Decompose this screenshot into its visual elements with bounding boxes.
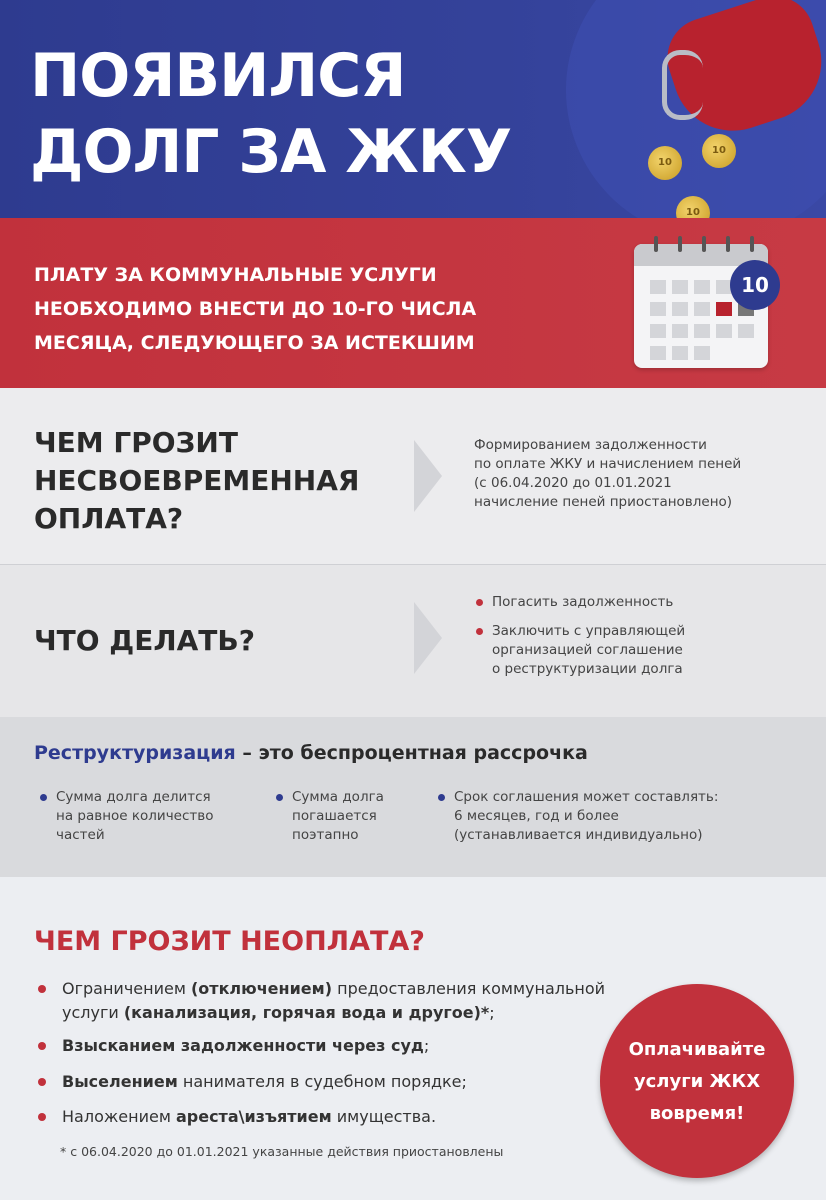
coin-icon: 10 (676, 196, 710, 230)
list-item: Наложением ареста\изъятием имущества. (38, 1105, 436, 1129)
list-item: Сумма долга погашается поэтапно (276, 788, 384, 845)
restructuring-term: Реструктуризация (34, 742, 236, 764)
list-item: Ограничением (отключением) предоставления коммунальной услуги (канализация, горячая вода и другое)*; (38, 977, 642, 1025)
restructuring-heading (34, 742, 588, 764)
restructuring-definition: – это беспроцентная рассрочка (235, 742, 588, 764)
list-item: Погасить задолженность (476, 593, 673, 612)
nonpayment-heading: ЧЕМ ГРОЗИТ НЕОПЛАТА? (34, 926, 425, 957)
notice-line-3: МЕСЯЦА, СЛЕДУЮЩЕГО ЗА ИСТЕКШИМ (34, 332, 475, 354)
coin-icon: 10 (702, 134, 736, 168)
title-line-1: ПОЯВИЛСЯ (30, 41, 406, 111)
page-title (30, 38, 511, 190)
cta-text: Оплачивайте услуги ЖКХ вовремя! (628, 1039, 766, 1124)
list-item: Заключить с управляющей организацией соглашение о реструктуризации долга (476, 622, 685, 679)
list-item: Срок соглашения может составлять: 6 месяцев, год и более (устанавливается индивидуально) (438, 788, 718, 845)
purse-clasp-icon (662, 50, 703, 120)
notice-line-2: НЕОБХОДИМО ВНЕСТИ ДО 10-ГО ЧИСЛА (34, 298, 477, 320)
chevron-right-icon (414, 440, 442, 512)
list-item: Сумма долга делится на равное количество частей (40, 788, 213, 845)
calendar-day-badge: 10 (730, 260, 780, 310)
what-to-do-heading: ЧТО ДЕЛАТЬ? (34, 624, 255, 657)
notice-line-1: ПЛАТУ ЗА КОММУНАЛЬНЫЕ УСЛУГИ (34, 264, 437, 286)
coin-icon: 10 (648, 146, 682, 180)
late-payment-text: Формированием задолженности по оплате ЖКУ и начислением пеней (с 06.04.2020 до 01.01.2021 начисление пеней приостановлено) (474, 437, 742, 510)
footnote: * с 06.04.2020 до 01.01.2021 указанные действия приостановлены (60, 1144, 504, 1159)
chevron-right-icon (414, 602, 442, 674)
title-line-2: ДОЛГ ЗА ЖКУ (30, 117, 512, 187)
list-item: Взысканием задолженности через суд; (38, 1034, 429, 1058)
late-payment-heading: ЧЕМ ГРОЗИТ НЕСВОЕВРЕМЕННАЯ ОПЛАТА? (34, 426, 360, 535)
notice-text (34, 258, 554, 360)
list-item: Выселением нанимателя в судебном порядке; (38, 1070, 467, 1094)
